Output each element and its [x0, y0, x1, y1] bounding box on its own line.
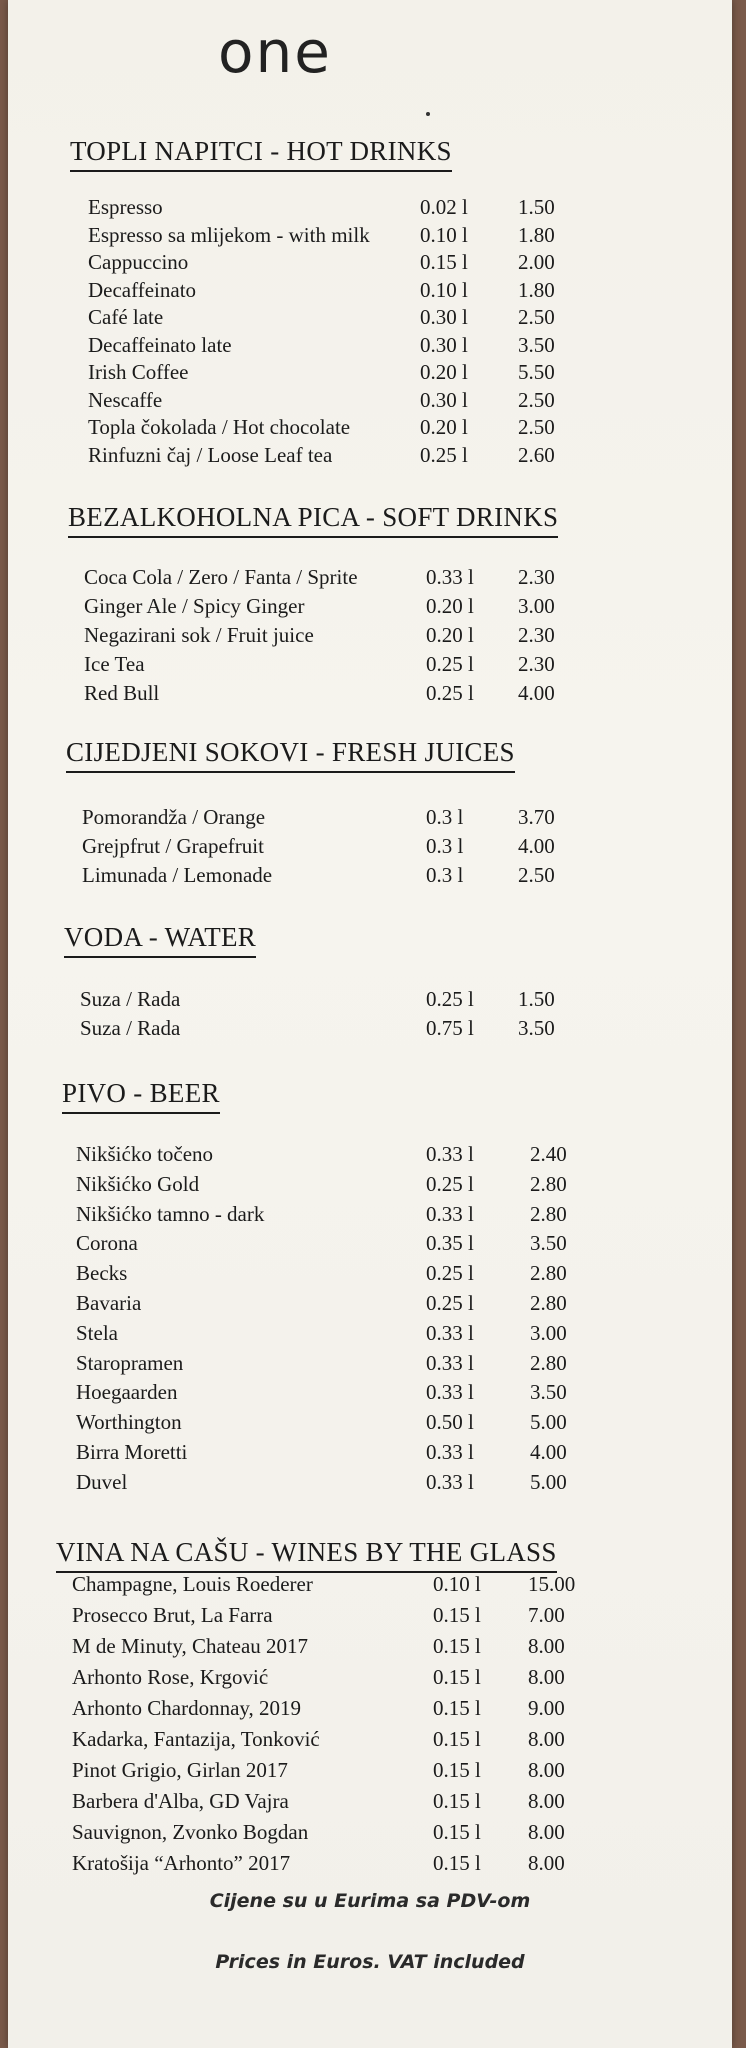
section-heading: BEZALKOHOLNA PICA - SOFT DRINKS [68, 502, 558, 538]
item-name: Suza / Rada [80, 987, 181, 1011]
item-price: 2.80 [530, 1261, 567, 1286]
item-name: Espresso sa mlijekom - with milk [88, 222, 370, 247]
item-price: 2.40 [530, 1142, 567, 1166]
item-price: 8.00 [528, 1727, 565, 1751]
item-volume: 0.10 l [420, 277, 468, 302]
item-name: Cappuccino [88, 250, 189, 274]
section-heading: PIVO - BEER [62, 1078, 220, 1114]
item-price: 8.00 [528, 1789, 565, 1813]
item-price: 2.60 [518, 442, 555, 467]
item-price: 2.50 [518, 415, 555, 439]
item-price: 8.00 [528, 1758, 565, 1782]
item-volume: 0.33 l [426, 1469, 474, 1494]
item-volume: 0.3 l [426, 834, 464, 858]
item-name: Arhonto Rose, Krgović [72, 1665, 269, 1689]
item-volume: 0.15 l [420, 250, 468, 274]
item-volume: 0.15 l [433, 1758, 481, 1782]
item-price: 3.50 [530, 1380, 567, 1405]
item-price: 4.00 [518, 834, 555, 858]
item-volume: 0.25 l [426, 652, 474, 676]
item-name: Nikšićko Gold [76, 1171, 200, 1196]
item-price: 2.50 [518, 387, 555, 412]
section-heading: CIJEDJENI SOKOVI - FRESH JUICES [66, 737, 515, 773]
item-volume: 0.25 l [426, 681, 474, 705]
item-name: Duvel [76, 1469, 128, 1494]
item-name: Sauvignon, Zvonko Bogdan [72, 1820, 309, 1844]
item-volume: 0.02 l [420, 195, 468, 219]
item-volume: 0.33 l [426, 1142, 474, 1166]
decorative-dot [426, 112, 430, 116]
item-price: 3.00 [530, 1320, 567, 1345]
item-name: Nescaffe [88, 387, 163, 412]
item-volume: 0.33 l [426, 565, 474, 589]
item-volume: 0.15 l [433, 1851, 481, 1875]
item-price: 1.50 [518, 195, 555, 219]
item-name: Café late [88, 305, 164, 329]
item-volume: 0.30 l [420, 305, 468, 329]
item-volume: 0.10 l [420, 222, 468, 247]
item-volume: 0.33 l [426, 1350, 474, 1375]
item-price: 15.00 [528, 1572, 576, 1596]
item-volume: 0.25 l [426, 987, 474, 1011]
item-name: Irish Coffee [88, 360, 189, 384]
item-price: 2.30 [518, 565, 555, 589]
item-volume: 0.20 l [420, 415, 468, 439]
item-name: Bavaria [76, 1291, 142, 1315]
item-price: 3.70 [518, 805, 555, 829]
item-volume: 0.20 l [420, 360, 468, 384]
item-price: 9.00 [528, 1696, 565, 1720]
item-price: 5.00 [530, 1469, 567, 1494]
item-price: 1.50 [518, 987, 555, 1011]
item-price: 7.00 [528, 1603, 565, 1627]
item-volume: 0.15 l [433, 1789, 481, 1813]
item-name: Prosecco Brut, La Farra [72, 1603, 273, 1627]
item-price: 5.00 [530, 1410, 567, 1435]
item-name: Becks [76, 1261, 128, 1286]
logo: one [218, 18, 332, 86]
item-name: Kratošija “Arhonto” 2017 [72, 1851, 291, 1875]
item-price: 3.50 [518, 332, 555, 357]
item-name: Rinfuzni čaj / Loose Leaf tea [88, 442, 333, 467]
item-name: Nikšićko točeno [76, 1142, 214, 1166]
item-price: 2.30 [518, 623, 555, 647]
item-name: Pomorandža / Orange [82, 805, 266, 829]
item-price: 2.80 [530, 1171, 567, 1196]
item-price: 8.00 [528, 1851, 565, 1875]
item-volume: 0.20 l [426, 594, 474, 618]
item-price: 3.00 [518, 594, 555, 618]
item-name: Grejpfrut / Grapefruit [82, 834, 264, 858]
item-name: Ice Tea [84, 652, 145, 676]
item-name: Stela [76, 1320, 118, 1345]
item-name: Limunada / Lemonade [82, 863, 273, 887]
section-heading: VODA - WATER [64, 922, 256, 958]
item-volume: 0.33 l [426, 1440, 474, 1464]
item-name: Staropramen [76, 1350, 184, 1375]
item-price: 3.50 [530, 1231, 567, 1256]
item-price: 2.80 [530, 1350, 567, 1375]
section-heading: TOPLI NAPITCI - HOT DRINKS [70, 136, 452, 172]
footer-line-local: Cijene su u Eurima sa PDV-om [209, 1890, 531, 1912]
item-name: Kadarka, Fantazija, Tonković [72, 1727, 320, 1751]
menu-paper [8, 0, 732, 2048]
item-price: 1.80 [518, 277, 555, 302]
item-volume: 0.25 l [426, 1261, 474, 1286]
item-volume: 0.20 l [426, 623, 474, 647]
item-volume: 0.35 l [426, 1231, 474, 1256]
item-name: Red Bull [84, 681, 160, 705]
item-name: Pinot Grigio, Girlan 2017 [72, 1758, 288, 1782]
item-price: 2.80 [530, 1291, 567, 1315]
footer-line-english: Prices in Euros. VAT included [215, 1951, 525, 1973]
item-name: Worthington [76, 1410, 182, 1435]
item-name: Ginger Ale / Spicy Ginger [84, 594, 305, 618]
item-price: 2.80 [530, 1201, 567, 1226]
item-price: 2.30 [518, 652, 555, 676]
item-volume: 0.25 l [426, 1171, 474, 1196]
item-name: Suza / Rada [80, 1016, 181, 1040]
item-volume: 0.25 l [426, 1291, 474, 1315]
item-price: 4.00 [530, 1440, 567, 1464]
item-name: Birra Moretti [76, 1440, 188, 1464]
item-name: Decaffeinato late [88, 332, 232, 357]
item-volume: 0.15 l [433, 1696, 481, 1720]
item-volume: 0.50 l [426, 1410, 474, 1435]
section-heading: VINA NA CAŠU - WINES BY THE GLASS [56, 1537, 557, 1573]
item-volume: 0.15 l [433, 1665, 481, 1689]
item-price: 4.00 [518, 681, 555, 705]
item-volume: 0.33 l [426, 1320, 474, 1345]
item-volume: 0.15 l [433, 1820, 481, 1844]
item-name: Barbera d'Alba, GD Vajra [72, 1789, 289, 1813]
item-name: Decaffeinato [88, 277, 197, 302]
item-volume: 0.3 l [426, 805, 464, 829]
item-price: 2.50 [518, 305, 555, 329]
item-volume: 0.75 l [426, 1016, 474, 1040]
item-volume: 0.33 l [426, 1201, 474, 1226]
item-volume: 0.30 l [420, 332, 468, 357]
item-name: Arhonto Chardonnay, 2019 [72, 1696, 302, 1720]
item-price: 2.50 [518, 863, 555, 887]
item-name: M de Minuty, Chateau 2017 [72, 1634, 309, 1658]
item-price: 8.00 [528, 1665, 565, 1689]
item-name: Coca Cola / Zero / Fanta / Sprite [84, 565, 358, 589]
item-volume: 0.3 l [426, 863, 464, 887]
item-volume: 0.25 l [420, 442, 468, 467]
item-name: Corona [76, 1231, 138, 1256]
item-name: Nikšićko tamno - dark [76, 1201, 265, 1226]
item-price: 1.80 [518, 222, 555, 247]
item-price: 8.00 [528, 1634, 565, 1658]
item-name: Champagne, Louis Roederer [72, 1572, 313, 1596]
item-volume: 0.15 l [433, 1603, 481, 1627]
item-volume: 0.10 l [433, 1572, 481, 1596]
item-volume: 0.15 l [433, 1727, 481, 1751]
item-volume: 0.33 l [426, 1380, 474, 1405]
item-price: 5.50 [518, 360, 555, 384]
item-volume: 0.30 l [420, 387, 468, 412]
item-volume: 0.15 l [433, 1634, 481, 1658]
item-price: 3.50 [518, 1016, 555, 1040]
item-price: 8.00 [528, 1820, 565, 1844]
item-name: Negazirani sok / Fruit juice [84, 623, 314, 647]
item-price: 2.00 [518, 250, 555, 274]
item-name: Topla čokolada / Hot chocolate [88, 415, 351, 439]
item-name: Espresso [88, 195, 163, 219]
item-name: Hoegaarden [76, 1380, 178, 1405]
